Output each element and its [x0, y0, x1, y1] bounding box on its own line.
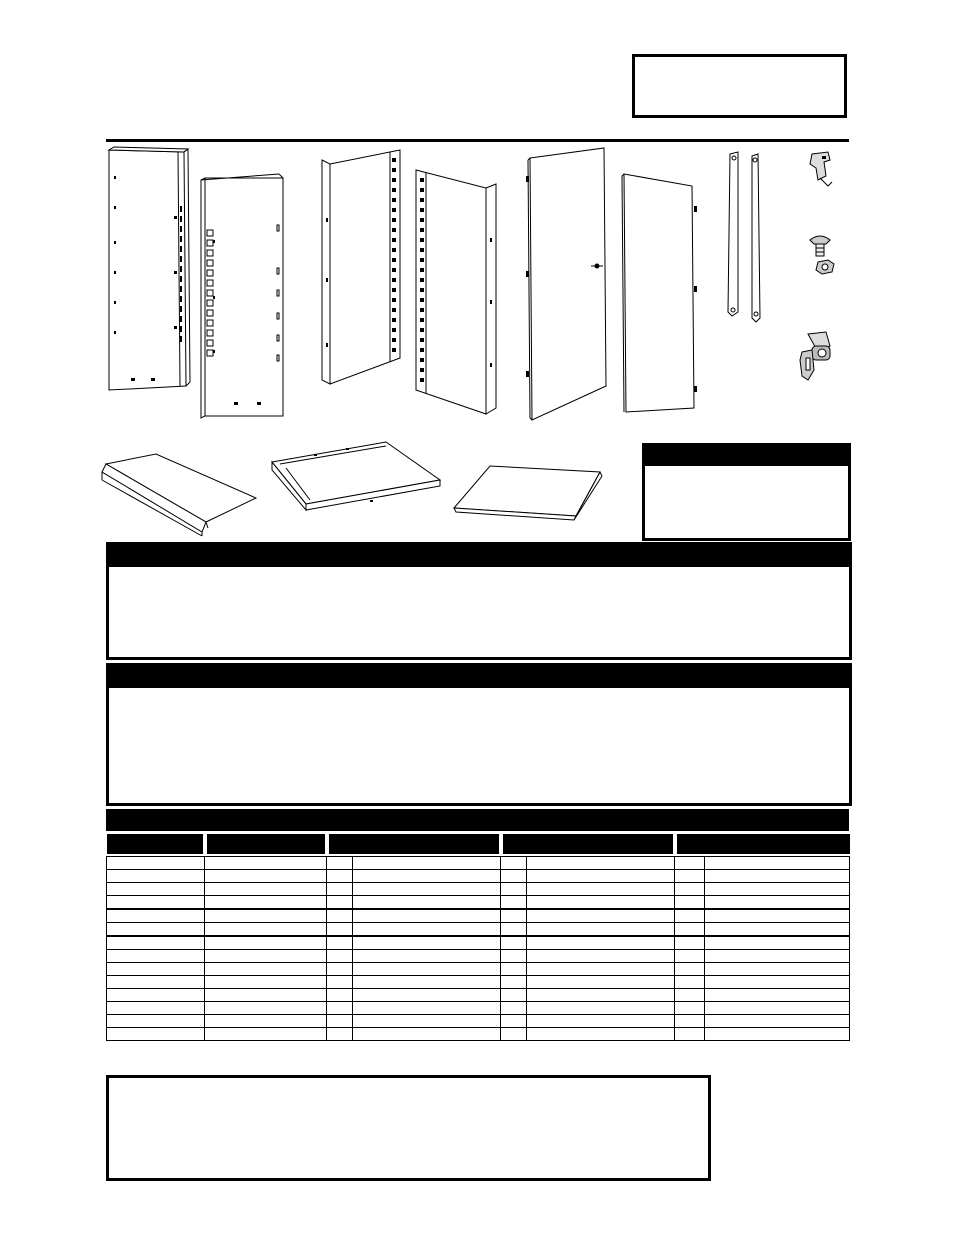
bottom-tray-icon: [266, 438, 446, 512]
column-header: [501, 834, 675, 854]
table-cell: [675, 950, 705, 963]
table-cell: [327, 976, 353, 989]
table-cell: [353, 936, 501, 950]
table-cell: [205, 963, 327, 976]
table-cell: [501, 883, 527, 896]
table-cell: [501, 1028, 527, 1041]
door-with-lock-icon: [524, 146, 610, 424]
table-cell: [107, 896, 205, 910]
side-info-box: [642, 443, 851, 541]
table-cell: [501, 963, 527, 976]
table-row: [107, 857, 850, 870]
table-cell: [107, 963, 205, 976]
table-cell: [353, 950, 501, 963]
table-cell: [205, 936, 327, 950]
table-cell: [501, 936, 527, 950]
table-cell: [501, 896, 527, 910]
table-cell: [705, 909, 850, 923]
table-cell: [327, 936, 353, 950]
back-panel-right-icon: [412, 168, 500, 416]
table-cell: [705, 1002, 850, 1015]
table-row: [107, 909, 850, 923]
table-cell: [107, 923, 205, 937]
table-cell: [527, 1028, 675, 1041]
table-cell: [353, 870, 501, 883]
table-cell: [205, 883, 327, 896]
table-row: [107, 896, 850, 910]
table-cell: [675, 989, 705, 1002]
column-header: [327, 834, 501, 854]
shelf-clip-icon: [806, 150, 836, 190]
table-cell: [675, 870, 705, 883]
parts-table-heading: [106, 809, 849, 831]
table-cell: [675, 1028, 705, 1041]
table-cell: [501, 976, 527, 989]
table-cell: [527, 1015, 675, 1028]
table-row: [107, 963, 850, 976]
table-cell: [107, 870, 205, 883]
table-cell: [501, 870, 527, 883]
table-row: [107, 870, 850, 883]
side-panel-left-icon: [106, 146, 192, 394]
table-cell: [107, 1015, 205, 1028]
table-cell: [205, 909, 327, 923]
table-cell: [353, 976, 501, 989]
table-cell: [205, 976, 327, 989]
column-header: [107, 834, 205, 854]
side-panel-right-icon: [199, 170, 289, 420]
table-row: [107, 976, 850, 989]
support-strap-icon: [722, 148, 768, 326]
table-cell: [527, 909, 675, 923]
table-cell: [705, 883, 850, 896]
table-cell: [675, 1002, 705, 1015]
table-row: [107, 1015, 850, 1028]
table-cell: [705, 923, 850, 937]
table-cell: [675, 936, 705, 950]
table-cell: [705, 857, 850, 870]
section-2-heading: [109, 666, 849, 691]
table-cell: [705, 896, 850, 910]
table-cell: [327, 909, 353, 923]
table-cell: [205, 857, 327, 870]
table-cell: [205, 1028, 327, 1041]
table-cell: [675, 883, 705, 896]
table-cell: [705, 1028, 850, 1041]
table-cell: [527, 1002, 675, 1015]
back-panel-left-icon: [320, 148, 406, 388]
table-cell: [705, 936, 850, 950]
table-cell: [205, 950, 327, 963]
table-cell: [107, 989, 205, 1002]
table-cell: [527, 857, 675, 870]
flat-shelf-icon: [450, 464, 604, 524]
table-cell: [353, 989, 501, 1002]
table-cell: [353, 896, 501, 910]
table-cell: [501, 1015, 527, 1028]
table-cell: [327, 923, 353, 937]
table-cell: [705, 950, 850, 963]
door-plain-icon: [620, 166, 700, 418]
table-cell: [527, 989, 675, 1002]
top-shelf-icon: [96, 452, 260, 536]
table-cell: [107, 883, 205, 896]
table-cell: [205, 870, 327, 883]
table-cell: [205, 1002, 327, 1015]
table-row: [107, 923, 850, 937]
table-cell: [205, 1015, 327, 1028]
table-cell: [353, 1028, 501, 1041]
column-header: [675, 834, 850, 854]
table-cell: [327, 896, 353, 910]
table-cell: [705, 976, 850, 989]
table-cell: [327, 1028, 353, 1041]
table-cell: [527, 896, 675, 910]
column-header: [205, 834, 327, 854]
table-cell: [675, 963, 705, 976]
table-cell: [675, 1015, 705, 1028]
table-cell: [327, 870, 353, 883]
table-cell: [705, 1015, 850, 1028]
table-cell: [327, 883, 353, 896]
table-cell: [501, 923, 527, 937]
table-cell: [705, 870, 850, 883]
table-cell: [327, 1002, 353, 1015]
section-1-heading: [109, 545, 849, 570]
table-cell: [675, 857, 705, 870]
table-cell: [205, 989, 327, 1002]
table-cell: [501, 909, 527, 923]
table-cell: [675, 923, 705, 937]
table-cell: [205, 896, 327, 910]
note-box: [106, 1075, 711, 1181]
cam-lock-handle-icon: [790, 330, 840, 384]
parts-table-body: [107, 854, 850, 1041]
table-cell: [353, 923, 501, 937]
table-cell: [675, 896, 705, 910]
table-cell: [501, 950, 527, 963]
table-cell: [107, 1028, 205, 1041]
table-cell: [527, 883, 675, 896]
table-cell: [675, 909, 705, 923]
table-cell: [353, 909, 501, 923]
table-cell: [107, 857, 205, 870]
section-box-1: [106, 542, 852, 660]
table-cell: [705, 963, 850, 976]
table-cell: [327, 989, 353, 1002]
table-cell: [353, 883, 501, 896]
table-cell: [675, 976, 705, 989]
table-cell: [205, 923, 327, 937]
table-row: [107, 1002, 850, 1015]
table-cell: [353, 963, 501, 976]
title-box: [632, 54, 847, 118]
table-cell: [107, 950, 205, 963]
table-cell: [501, 1002, 527, 1015]
table-cell: [353, 1015, 501, 1028]
table-cell: [527, 963, 675, 976]
table-cell: [107, 909, 205, 923]
table-cell: [107, 936, 205, 950]
bolt-and-nut-icon: [806, 232, 840, 276]
parts-table: [106, 834, 850, 1041]
table-cell: [107, 1002, 205, 1015]
table-row: [107, 936, 850, 950]
table-cell: [353, 1002, 501, 1015]
table-row: [107, 1028, 850, 1041]
table-row: [107, 883, 850, 896]
table-cell: [327, 857, 353, 870]
table-row: [107, 950, 850, 963]
table-cell: [107, 976, 205, 989]
table-cell: [327, 950, 353, 963]
table-cell: [527, 936, 675, 950]
table-cell: [327, 1015, 353, 1028]
table-cell: [353, 857, 501, 870]
table-cell: [527, 976, 675, 989]
table-cell: [527, 923, 675, 937]
table-row: [107, 989, 850, 1002]
parts-table-header-row: [107, 834, 850, 854]
table-cell: [705, 989, 850, 1002]
side-info-heading: [645, 446, 848, 466]
table-cell: [527, 870, 675, 883]
table-cell: [501, 857, 527, 870]
table-cell: [327, 963, 353, 976]
table-cell: [501, 989, 527, 1002]
header-rule: [106, 139, 849, 142]
section-box-2: [106, 663, 852, 806]
table-cell: [527, 950, 675, 963]
